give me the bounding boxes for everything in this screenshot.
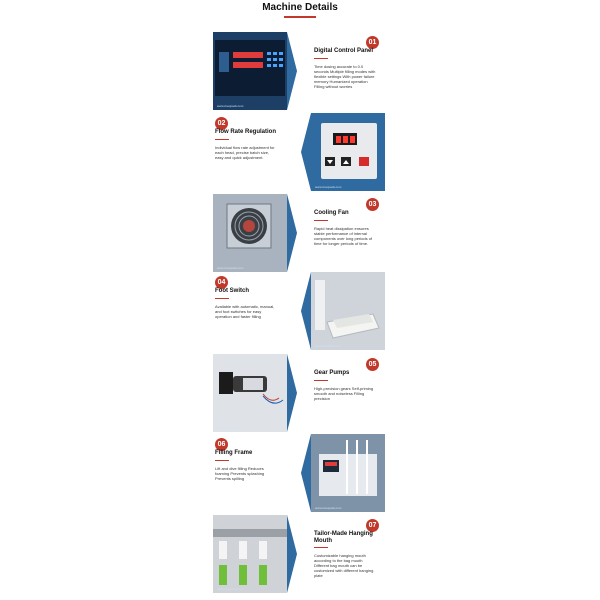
flow-rate-regulator-image: [311, 113, 385, 191]
arrow-left-icon: [301, 434, 311, 512]
section-description: Time dosing accurate to 0.0 seconds Multiple filling modes with flexible settings With power failure memory Humanized operation Filling without worries: [314, 64, 376, 89]
watermark: www.cnexpack.com: [217, 266, 244, 270]
arrow-left-icon: [301, 113, 311, 191]
section-underline: [314, 547, 328, 548]
watermark: www.cnexpack.com: [217, 587, 244, 591]
hanging-mouth-image: [213, 515, 287, 593]
section-description: Individual flow rate adjustment for each head, precise batch size, easy and quick adjustment.: [215, 145, 275, 160]
section-title: Gear Pumps: [314, 370, 350, 376]
watermark: www.cnexpack.com: [315, 185, 342, 189]
section-number-badge: 01: [366, 36, 379, 49]
section-description: Customizable hanging mouth according to the bag mouth Different bag mouth can be customized with different hanging plate: [314, 553, 374, 578]
section-description: High-precision gears Self-priming smooth and noiseless Filling precision: [314, 386, 374, 401]
section-number-badge: 03: [366, 198, 379, 211]
feature-row-04: [213, 272, 385, 350]
arrow-right-icon: [287, 354, 297, 432]
section-title: Digital Control Panel: [314, 48, 374, 54]
section-number-badge: 02: [215, 117, 228, 130]
gear-pump-image: [213, 354, 287, 432]
feature-row-07: [213, 515, 385, 593]
section-description: Available with automatic, manual, and foot switches for easy operation and faster filling: [215, 304, 275, 319]
section-underline: [314, 58, 328, 59]
section-underline: [314, 220, 328, 221]
arrow-right-icon: [287, 194, 297, 272]
section-number-badge: 04: [215, 276, 228, 289]
filling-frame-image: [311, 434, 385, 512]
section-title: Foot Switch: [215, 288, 249, 294]
section-number-badge: 07: [366, 519, 379, 532]
section-number-badge: 06: [215, 438, 228, 451]
title-underline: [284, 16, 316, 18]
section-underline: [215, 460, 229, 461]
section-description: Lift and dive filling Reduces foaming Prevents splashing Prevents spilling: [215, 466, 265, 481]
digital-control-panel-image: [213, 32, 287, 110]
section-title: Filling Frame: [215, 450, 253, 456]
section-title: Flow Rate Regulation: [215, 129, 277, 135]
watermark: www.cnexpack.com: [217, 426, 244, 430]
feature-row-06: [213, 434, 385, 512]
arrow-left-icon: [301, 272, 311, 350]
arrow-right-icon: [287, 32, 297, 110]
feature-row-01: [213, 32, 385, 110]
section-title: Cooling Fan: [314, 210, 349, 216]
section-underline: [314, 380, 328, 381]
section-number-badge: 05: [366, 358, 379, 371]
watermark: www.cnexpack.com: [217, 104, 244, 108]
feature-row-02: [213, 113, 385, 191]
feature-row-05: [213, 354, 385, 432]
cooling-fan-image: [213, 194, 287, 272]
watermark: www.cnexpack.com: [315, 506, 342, 510]
page-title: Machine Details: [262, 2, 338, 13]
arrow-right-icon: [287, 515, 297, 593]
section-underline: [215, 139, 229, 140]
section-title: Tailor-Made Hanging Mouth: [314, 531, 373, 544]
foot-switch-image: [311, 272, 385, 350]
feature-row-03: [213, 194, 385, 272]
section-description: Rapid heat dissipation ensures stable performance of internal components over long periods of time for longer periods of time.: [314, 226, 373, 246]
section-underline: [215, 298, 229, 299]
watermark: www.cnexpack.com: [315, 344, 342, 348]
